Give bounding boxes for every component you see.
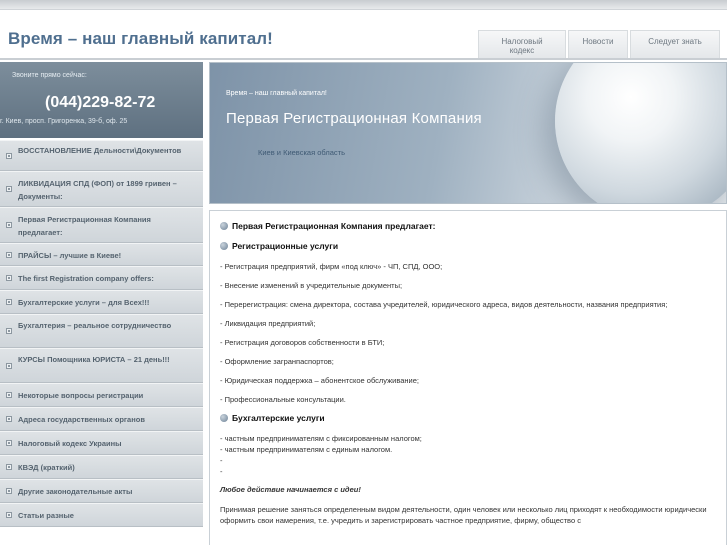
nav-tab-should-know[interactable]: Следует знать — [630, 30, 720, 58]
round-bullet-icon — [220, 242, 228, 250]
square-bullet-icon — [6, 392, 12, 398]
list-item: - частным предпринимателям с фиксированным налогом; — [220, 434, 422, 443]
intro-paragraph: Принимая решение заняться определенным видом деятельности, один человек или несколько лиц приходят к необходимости юридически оформить свои намерения, т.е. учредить и зарегистрировать частное предприятие, фирму, общество с — [220, 505, 707, 525]
sidebar-item-registration-questions[interactable] — [0, 383, 203, 407]
sidebar-item-accounting-cooperation[interactable] — [0, 314, 203, 348]
phone-number: (044)229-82-72 — [45, 94, 156, 111]
square-bullet-icon — [6, 275, 12, 281]
round-bullet-icon — [220, 222, 228, 230]
square-bullet-icon — [6, 488, 12, 494]
sidebar-item-english-offers[interactable] — [0, 266, 203, 290]
square-bullet-icon — [6, 440, 12, 446]
square-bullet-icon — [6, 363, 12, 369]
square-bullet-icon — [6, 328, 12, 334]
contact-box — [0, 62, 203, 138]
list-item: - Внесение изменений в учредительные документы; — [220, 281, 403, 290]
list-item: - Ликвидация предприятий; — [220, 319, 316, 328]
list-item: - — [220, 467, 223, 476]
offer-heading — [220, 221, 716, 231]
sidebar-item-liquidation[interactable] — [0, 171, 203, 207]
square-bullet-icon — [6, 222, 12, 228]
square-bullet-icon — [6, 464, 12, 470]
top-stripe — [0, 0, 727, 10]
sidebar-item-kved[interactable] — [0, 455, 203, 479]
round-bullet-icon — [220, 414, 228, 422]
list-item: - Юридическая поддержка – абонентское обслуживание; — [220, 376, 420, 385]
main-content — [209, 210, 727, 545]
sphere-graphic — [555, 62, 727, 204]
square-bullet-icon — [6, 153, 12, 159]
sidebar-item-label: Налоговый кодекс Украины — [18, 439, 122, 448]
sidebar-item-government-addresses[interactable] — [0, 407, 203, 431]
list-item: - Регистрация договоров собственности в БТИ; — [220, 338, 385, 347]
sidebar-item-label: Статьи разные — [18, 511, 74, 520]
sidebar-item-legislation[interactable] — [0, 479, 203, 503]
top-navigation — [478, 30, 720, 58]
sidebar-item-tax-code[interactable] — [0, 431, 203, 455]
accounting-heading — [220, 413, 716, 423]
square-bullet-icon — [6, 299, 12, 305]
sidebar-item-label: ВОССТАНОВЛЕНИЕ Дельности\Документов — [18, 146, 182, 155]
banner-tagline: Время – наш главный капитал! — [226, 90, 327, 97]
list-item: - — [220, 456, 223, 465]
banner-region: Киев и Киевская область — [258, 148, 345, 157]
sidebar-item-label: The first Registration company offers: — [18, 274, 154, 283]
header-divider — [0, 58, 727, 60]
accounting-heading-text: Бухгалтерские услуги — [232, 413, 325, 423]
sidebar-item-label: ЛИКВИДАЦИЯ СПД (ФОП) от 1899 гривен – Документы: — [18, 179, 177, 201]
nav-tab-tax-code[interactable]: Налоговый кодекс — [478, 30, 566, 58]
sidebar-item-articles[interactable] — [0, 503, 203, 527]
registration-heading — [220, 241, 716, 251]
list-item: - частным предпринимателям с единым налогом. — [220, 445, 393, 454]
offer-heading-text: Первая Регистрационная Компания предлагает: — [232, 221, 436, 231]
square-bullet-icon — [6, 186, 12, 192]
address: г. Киев, просп. Григоренка, 39-б, оф. 25 — [0, 118, 128, 125]
motto: Любое действие начинается с идеи! — [220, 485, 361, 494]
list-item: - Профессиональные консультации. — [220, 395, 346, 404]
sidebar-item-label: КУРСЫ Помощника ЮРИСТА – 21 день!!! — [18, 355, 170, 364]
call-label: Звоните прямо сейчас: — [12, 72, 87, 79]
hero-banner — [209, 62, 727, 204]
square-bullet-icon — [6, 252, 12, 258]
sidebar-item-recovery[interactable] — [0, 140, 203, 171]
sidebar-item-label: Адреса государственных органов — [18, 415, 145, 424]
list-item: - Перерегистрация: смена директора, состава учредителей, юридического адреса, видов деятельности, названия предприятия; — [220, 300, 668, 309]
sidebar-item-label: Первая Регистрационная Компания предлагает: — [18, 215, 151, 237]
square-bullet-icon — [6, 512, 12, 518]
nav-tab-news[interactable]: Новости — [568, 30, 628, 58]
site-title: Время – наш главный капитал! — [8, 29, 273, 48]
sidebar-item-label: Другие законодательные акты — [18, 487, 133, 496]
sidebar-menu — [0, 140, 203, 527]
sidebar-item-label: КВЭД (краткий) — [18, 463, 75, 472]
sidebar-item-lawyer-courses[interactable] — [0, 348, 203, 383]
sidebar-item-label: Бухгалтерские услуги – для Всех!!! — [18, 298, 150, 307]
sidebar-item-accounting-services[interactable] — [0, 290, 203, 314]
banner-company-name: Первая Регистрационная Компания — [226, 110, 482, 127]
list-item: - Оформление загранпаспортов; — [220, 357, 334, 366]
sidebar-item-company-offers[interactable] — [0, 207, 203, 243]
square-bullet-icon — [6, 416, 12, 422]
registration-heading-text: Регистрационные услуги — [232, 241, 339, 251]
sidebar-item-label: Бухгалтерия – реальное сотрудничество — [18, 321, 172, 330]
sidebar-item-label: Некоторые вопросы регистрации — [18, 391, 144, 400]
list-item: - Регистрация предприятий, фирм «под ключ» - ЧП, СПД, ООО; — [220, 262, 443, 271]
sidebar-item-label: ПРАЙСЫ – лучшие в Киеве! — [18, 251, 122, 260]
sidebar-item-prices[interactable] — [0, 243, 203, 266]
